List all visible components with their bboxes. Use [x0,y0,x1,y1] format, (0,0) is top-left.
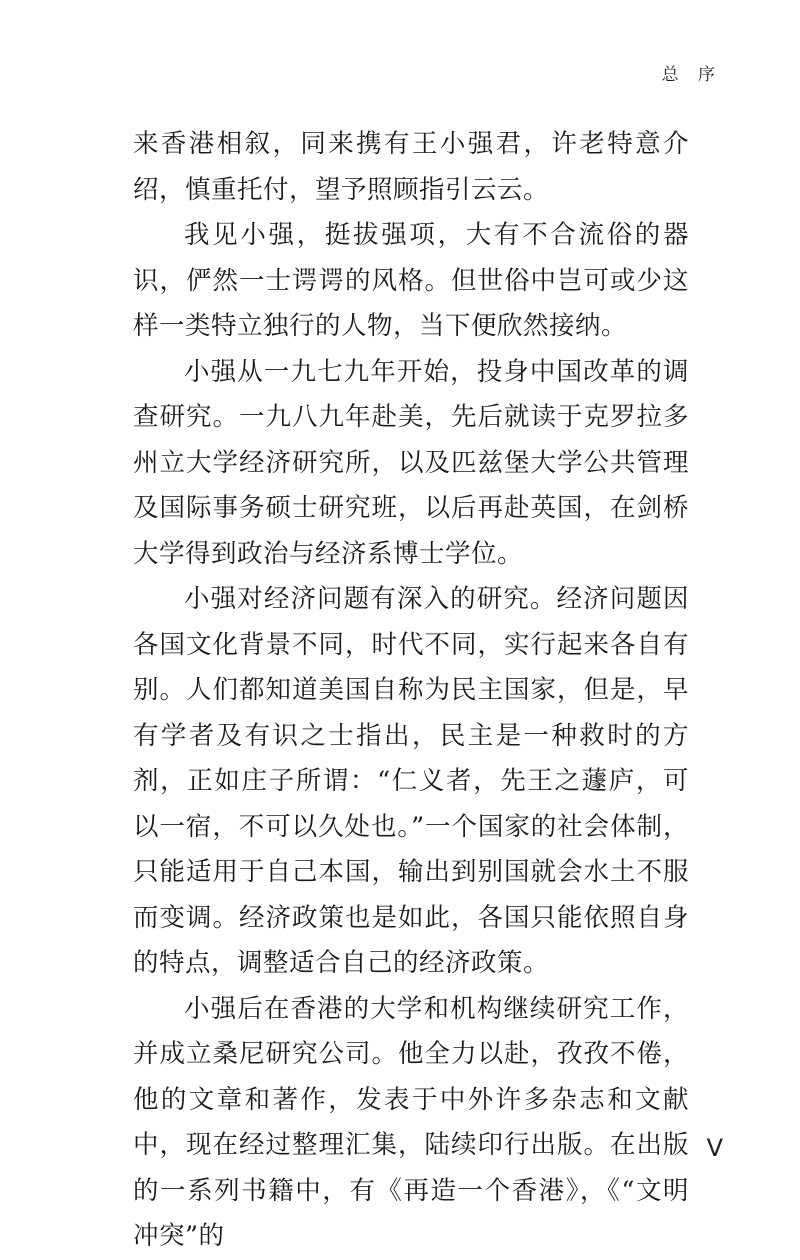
running-header-title: 总 序 [661,65,722,85]
paragraph-4: 小强对经济问题有深入的研究。经济问题因各国文化背景不同，时代不同，实行起来各自有别。人们都知道美国自称为民主国家，但是，早有学者及有识之士指出，民主是一种救时的方剂，正如庄子所谓：“仁义者，先王之蘧庐，可以一宿，不可以久处也。”一个国家的社会体制，只能适用于自己本国，输出到别国就会水土不服而变调。经济政策也是如此，各国只能依照自身的特点，调整适合自己的经济政策。 [133,584,689,978]
body-text [133,122,689,1260]
page-number: V [706,1134,723,1162]
paragraph-2: 我见小强，挺拔强项，大有不合流俗的器识，俨然一士谔谔的风格。但世俗中岂可或少这样一类特立独行的人物，当下便欣然接纳。 [133,220,689,341]
paragraph-5: 小强后在香港的大学和机构继续研究工作，并成立桑尼研究公司。他全力以赴，孜孜不倦，他的文章和著作，发表于中外许多杂志和文献中，现在经过整理汇集，陆续印行出版。在出版的一系列书籍中，有《再造一个香港》，《“文明冲突”的 [133,993,689,1251]
paragraph-1: 来香港相叙，同来携有王小强君，许老特意介绍，慎重托付，望予照顾指引云云。 [133,129,689,205]
paragraph-3: 小强从一九七九年开始，投身中国改革的调查研究。一九八九年赴美，先后就读于克罗拉多州立大学经济研究所，以及匹兹堡大学公共管理及国际事务硕士研究班，以后再赴英国，在剑桥大学得到政治与经济系博士学位。 [133,356,689,569]
